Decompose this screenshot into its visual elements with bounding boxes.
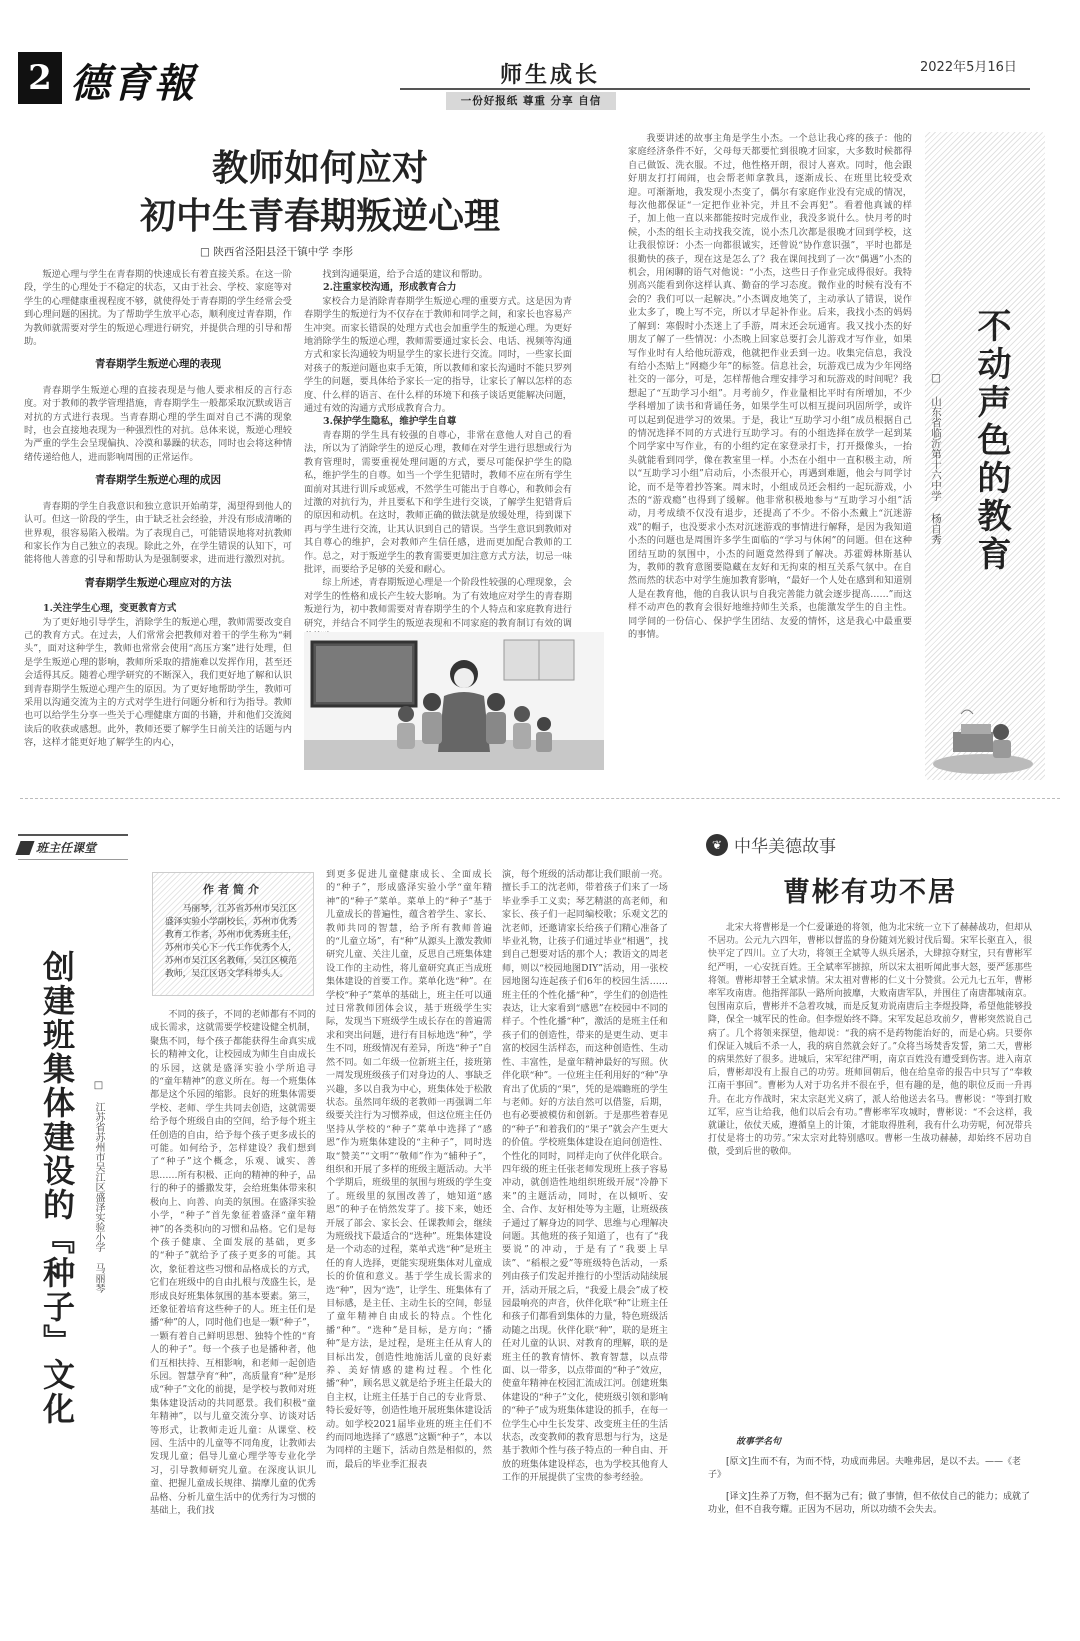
quote-translation: [译文]生养了万物，但不据为己有；做了事情，但不依仗自己的能力；成就了功业，但不自我夸耀。正因为不居功，所以功绩不会失去。 <box>708 1491 1031 1515</box>
paragraph: 演，每个班级的活动都让我们眼前一亮。擅长手工的沈老师，带着孩子们来了一场毕业季手工义卖；琴艺精湛的高老师，和家长、孩子们一起同编校歌；乐观文艺的沈老师，还邀请家长给孩子们精心准备了毕业礼物，让孩子们通过毕业“相遇”，找到自己想要对话的那个人；教语文的周老师，则以“校园地图DIY”活动，用一张校园地图勾连起孩子们6年的校园生活……班主任的个性化播“种”，学生们的创造性表达，让大家看到“感恩”在校园中不同的样子。个性化播“种”，激活的是班主任和孩子们的创造性，带来的是更生动、更丰富的校园生活样态，而这种创造性、生动性、丰富性，是童年精神最好的写照。伙伴化联“种”。一位班主任利用好的“种”孕育出了优质的“果”，凭的是端瞻班的学生与老师。好的方法自然可以借鉴，后期，也有必要被模仿和创新。于是那些着春见的“种子”和着我们的“果子”就会产生更大的价值。学校班集体建设在追问创造性、个性化的同时，同样走向了伙伴化联合。四年级的班主任张老师发现班上孩子容易冲动，就创造性地组织班级开展“冷静下来”的主题活动，同时，在以倾听、安全、合作、友好相处等为主题，让班级孩子通过了解身边的同学、思维与心理解决问题。其他班的孩子知道了，也有了“我要说”的冲动，于是有了“我要上早读”、“稻根之爱”等班级特色活动，一系列由孩子们发起并推行的小型活动陆续展开，活动开展之后，“我爱上晨会”成了校园最响亮的声音，伙伴化联“种”让班主任和孩子们都看到集体的力量，特色班级活动随之出现。伙伴化联“种”，联的是班主任对儿童的认识、对教育的理解，联的是班主任的教育情怀、教育智慧，以点带面、以一带多，以点带面的“种子”效应，使童年精神在校园汇流成江河。创建班集体建设的“种子”文化，使班级引领和影响的“种子”成为班集体建设的抓手，在每一位学生心中生长发芽、改变班主任的生活状态，改变教师的教育思想与行为，这是基于教师个性与孩子特点的一种自由、开放的班集体建设样态，也为学校其他育人工作的开展提供了宝贵的参考经验。 <box>502 869 668 1484</box>
paragraph: 青春期的学生自我意识和独立意识开始萌芽，渴望得到他人的认可。但这一阶段的学生，由于缺乏社会经验，并没有形成清晰的世界观，很容易陷入极端。为了表现自己，可能错误地将对抗教师和家长作为自己独立的表现。除此之外，在学生错误的认知下，可能将他人善意的引导和帮助认为是强制要求，进而进行激烈对抗。 <box>24 500 292 566</box>
paragraph: 到更多促进儿童健康成长、全面成长的“种子”，形成盛泽实验小学“童年精神”的“种子”菜单。菜单上的“种子”基于儿童成长的普遍性，蕴含着学生、家长、教师共同的智慧，给予所有教师普遍的“儿童立场”，有“种”从源头上激发教师研究儿童、关注儿童，反思自己班集体建设工作的主动性，将儿童研究真正当成班集体建设的首要工作。菜单化选“种”。在学校“种子”菜单的基础上，班主任可以通过日常教师团体会议，基于班级学生实际，发现当下班级学生成长存在的普遍需求和突出问题，进行有目标地选“种”，学生不同，班级情况有差异，所选“种子”自然不同。如二年级一位新班主任，接班第一周发现班级孩子们对身边的人、事缺乏兴趣，多以自我为中心，班集体处于松散状态。虽然同年级的老教师一再强调二年级要关注行为习惯养成，但这位班主任仍坚持从学校的“种子”菜单中选择了“感恩”作为班集体建设的“主种子”，同时选取“赞美”“文明”“敬师”作为“辅种子”，组织和开展了多样的班级主题活动。大半个学期后，班级里的氛围与班级的学生变了。班级里的氛围改善了，她知道“感恩”的种子在悄然发芽了。接下来，她还开展了部会、家长会、任课教师会，继续为班级找下最适合的“选种”。班集体建设是一个动态的过程，菜单式选“种”是班主任的育人选择，更能实现班集体对儿童成长的价值和意义。基于学生成长需求的选“种”，因为“选”，让学生、班集体有了目标感，是主任、主动生长的空间，彰显了童年精神自由成长的特点。个性化播“种”。“选种”是目标，是方向；“播种”是方法，是过程，是班主任从育人的目标出发，创造性地施活儿童的良好素养、美好情感的建构过程。个性化播“种”，顾名思义就是给予班主任最大的自主权，让班主任基于自己的专业背景、特长爱好等，创造性地开展班集体建设活动。如学校2021届毕业班的班主任们不约而同地选择了“感恩”这颗“种子”，本以为同样的主题下，活动自然是相似的，然而，最后的毕业季汇报表 <box>326 869 492 1470</box>
paragraph: 我要讲述的故事主角是学生小杰。一个总让我心疼的孩子：他的家庭经济条件不好，父母每天都要忙到很晚才回家，大多数时候都得自己做饭、洗衣服。不过，他性格开朗，很讨人喜欢。同时，他会跟好朋友打打闹闹，也会帮老师拿教具，逐渐成长、在班里比较受欢迎。可渐渐地，我发现小杰变了，偶尔有家庭作业没有完成的情况，每次他都保证“一定把作业补完，并且不会再犯”。看着他真诚的样子，加上他一直以来都能按时完成作业，我没多说什么。快月考的时候，小杰的组长主动找我交流，说小杰几次都是很晚才回到学校，这让我很惊讶：小杰一向都很诚实，还曾说“协作意识强”，平时也都是很勤快的孩子，现在这是怎么了？我在课间找到了一次“偶遇”小杰的机会，用闲聊的语气对他说：“小杰，这些日子作业完成得很好。我特别高兴能看到你这样认真、勤奋的学习态度。微作业的时候有没有不会的？我们可以一起解决。”小杰调皮地笑了，主动承认了错误，说作业太多了，晚上写不完，所以才早起补作业。后来，我找小杰的妈妈了解到：寒假时小杰迷上了手游，周末还会玩通宵。我又找小杰的好朋友了解了一些情况：小杰晚上回家总要打会儿游戏才写作业，如果写作业时有人给他玩游戏，他就把作业丢到一边。收集完信息，我没有给小杰贴上“网瘾少年”的标签。信息社会，玩游戏已成为少年网络社交的一部分，可是，怎样帮他合理安排学习和玩游戏的时间呢？我想起了“互助学习小组”。月考前夕，作业量相比平时有所增加，不少学科增加了读书和背诵任务，如果学生可以相互提问巩固所学，或许可以起到促进学习的效果。于是，我让“互助学习小组”成员根据自己的情况选择不同的方式进行互助学习。有的小组选择在放学一起到某个同学家中写作业，有的小组约定在家登录打卡，打开摄像头，一抬头就能看到同学，像在教室里一样。小杰在小组中一直积极主动，所以“互助学习小组”启动后，小杰很开心，再遇到难题，他会与同学讨论，而不是等着抄答案。周末时，小组成员还会相约一起玩游戏，小杰的“游戏瘾”也得到了缓解。他非常积极地参与“互助学习小组”活动，月考成绩不仅没有退步，还提高了不少。不俗小杰戴上“沉迷游戏”的帽子，也没要求小杰对沉迷游戏的事情进行解释，是因为我知道小杰的问题也是周围许多学生面临的“学习与休闲”的问题。但在这种团结互助的氛围中，小杰的问题竟然得到了解决。苏霍姆林斯基认为，教师的教育意图要隐藏在友好和无拘束的相互关系气氛中。在自然而然的状态中对学生施加教育影响，“最好一个人处在感到和知道别人是在教育他，他的自我认识与自我完善能力就会逐步提高……”而这样不动声色的教育会很好地维持师生关系，也能激发学生的自主性。同学间的一份信心、保护学生团结、友爱的情怀，这是我心中最重要的事情。 <box>628 133 912 641</box>
paragraph: 青春期的学生具有较强的自尊心，非常在意他人对自己的看法，所以为了消除学生的逆反心理，教师在对学生进行思想或行为教育管理时，需要重视处理问题的方式，要尽可能保护学生的隐私，维护学生的自尊。如当一个学生犯错时，教师不应在所有学生面前对其进行训斥或惩戒，不然学生可能出于自尊心，和教师会有过激的对抗行为，并且要私下和学生进行交谈，了解学生犯错背后的原因和动机。在这时，教师正确的做法就是放缓处理，待到课下再与学生进行交流，让其认识到自己的错误。当学生意识到教师对其自尊心的维护，会对教师产生信任感，进而更加配合教师的工作。总之，对于叛逆学生的教育需要更加注意方式方法，切忌一味批评，而要给予足够的关爱和耐心。 <box>304 429 572 575</box>
famous-quote-box <box>708 1432 1032 1602</box>
paragraph: 北宋大将曹彬是一个仁爱谦逊的将领，他为北宋统一立下了赫赫战功，但却从不居功。公元九六四年，曹彬以督监的身份随刘光毅讨伐后蜀。宋军长驱直入，很快平定了四川。立了大功，将领王全斌等人纵兵屠杀，大肆掠夺财宝，只有曹彬军纪严明，一心安抚百姓。王全斌率军掳掠，所以宋太祖听闻此事大怒，要严惩那些将领。曹彬却替王全斌求情。宋太祖对曹彬的仁义十分赞赏。公元九七五年，曹彬率军攻南唐。他指挥部队一路所向披靡，大败南唐军队，并围住了南唐都城南京。包围南京后，曹彬并不急着攻城，而是反复劝说南唐后主李煜投降，希望他能够投降，保全一城军民的性命。但李煜始终不降。宋军发起总攻前夕，曹彬突然说自己病了。几个将领来探望，他却说：“我的病不是药物能治好的，而是心病。只要你们保证入城后不杀一人，我的病自然就会好了。”众将当场焚香发誓，第二天，曹彬的病果然好了很多。进城后，宋军纪律严明，南京百姓没有遭受到伤害。进入南京后，曹彬却没有上报自己的功劳。班师回朝后，他在给皇帝的报告中只写了“奉敕江南干事回”。曹彬为人对于功名并不很在乎，但有趣的是，他的职位反而一升再升。在北方作战时，宋太宗赵光义病了，派人给他送去名马。曹彬说：“等到打败辽军，应当让给我，他们以后会有功。”曹彬率军攻城时，曹彬说：“不会这样，我就谦让，依仗天威，遵循皇上的计策，才能取得胜利，我有什么功劳呢，何况带兵打仗是将士的功劳。”宋太宗对此特别感叹。曹彬一生战功赫赫，却始终不居功自傲，受到后世的敬仰。 <box>708 923 1032 1158</box>
classroom-illustration <box>304 632 604 770</box>
paragraph: 为了更好地引导学生，消除学生的叛逆心理，教师需要改变自己的教育方式。在过去，人们常常会把教师对着干的学生称为“刺头”，面对这种学生，教师也常常会使用“高压方案”进行处理，但是学生叛逆心理的影响，教师所采取的措施难以发挥作用，甚至还会适得其反。随着心理学研究的不断深入，我们更好地了解和认识到青春期学生叛逆心理产生的原因。为了更好地帮助学生，教师可采用以沟通交流为主的方式对学生进行问题分析和行为指导。教师也可以给学生分享一些关于心理健康方面的书籍，并和他们交流阅读后的收获或感想。此外，教师还要了解学生日前关注的话题与内容，这样才能更好地了解学生的内心， <box>24 616 292 749</box>
article1-title-line1: 教师如何应对 <box>211 148 428 189</box>
article2-title: 不动声色的教育 <box>971 308 1011 574</box>
article4-column-tag <box>706 832 836 857</box>
article4-body <box>708 922 1032 1426</box>
byline-text: 江苏省苏州市吴江区盛泽实验小学 马丽琴 <box>93 1102 104 1293</box>
paragraph: 叛逆心理与学生在青春期的快速成长有着直接关系。在这一阶段，学生的心理处于不稳定的状态，又由于社会、学校、家庭等对学生的心理健康重视程度不够，就使得处于青春期的学生经常会受到心理问题的困扰。为了帮助学生放平心态，顺利度过青春期，作为教师就需要对学生的叛逆心理进行研究，并提供合理的引导和帮助。 <box>24 269 292 348</box>
author-box <box>152 872 314 996</box>
column-name: 中华美德故事 <box>734 837 836 857</box>
article3-col2 <box>326 868 492 1606</box>
leaf-logo-icon: ❦ <box>706 834 728 856</box>
header-rule <box>400 88 1030 90</box>
article2-body <box>628 132 912 780</box>
article4-title: 曹彬有功不居 <box>783 877 957 908</box>
newspaper-brand: 德育報 <box>70 60 196 107</box>
page-number: 2 <box>18 52 62 104</box>
paragraph: 找到沟通渠道，给予合适的建议和帮助。 <box>322 269 488 280</box>
section-divider <box>20 798 1060 799</box>
article2-title-panel <box>925 132 1045 780</box>
article1-title <box>60 145 580 241</box>
article3-title: 创建班集体建设的『种子』文化 <box>38 950 76 1426</box>
byline-square-icon: □ <box>200 246 214 258</box>
article3-col1 <box>150 1008 316 1606</box>
article1-byline <box>200 244 500 259</box>
quote-original: [原文]生而不有，为而不恃，功成而弗居。夫唯弗居，是以不去。——《老子》 <box>708 1456 1022 1480</box>
slogan: 一份好报纸 尊重 分享 自信 <box>446 92 616 110</box>
paragraph: 家校合力是消除青春期学生叛逆心理的重要方式。这是因为青春期学生的叛逆行为不仅存在于教师和同学之间，和家长也容易产生冲突。而家长错误的处理方式也会加重学生的叛逆心理。为更好地消除学生的叛逆心理，教师需要通过家长会、电话、视频等沟通方式和家长沟通较为明显学生的家长进行交流。同时，一些家长面对孩子的叛逆问题也束手无策，所以教师和家长沟通时不能只罗列学生的问题，要具体给予家长一定的指导，让家长了解以怎样的态度、什么样的语言、在什么样的环境下和孩子谈话更能解决问题，通过有效的沟通方式形成教育合力。 <box>304 295 572 415</box>
subheading: 青春期学生叛逆心理的表现 <box>95 358 221 371</box>
article3-col3 <box>502 868 668 1606</box>
article3-byline <box>92 1080 105 1293</box>
numbered-heading: 1.关注学生心理，变更教育方式 <box>43 603 177 615</box>
paragraph: 综上所述，青春期叛逆心理是一个阶段性较强的心理现象，会对学生的性格和成长产生较大影响。为了有效地应对学生的青春期叛逆行为，初中教师需要对青春期学生的个人特点和家庭教育进行研究，并结合不同学生的叛逆表现和不同家庭的教育制订有效的调 <box>304 577 572 629</box>
byline-square-icon: □ <box>93 1080 104 1102</box>
subheading: 青春期学生叛逆心理应对的方法 <box>84 576 232 589</box>
book-reading-illustration <box>931 702 1035 774</box>
column-name: 班主任课堂 <box>36 841 97 855</box>
paragraph: 不同的孩子，不同的老师都有不同的成长需求，这就需要学校建设健全机制，聚焦不同，每个孩子都能获得生命真实成长的精神文化，让校园成为师生自由成长的乐园，这就是盛泽实验小学所追寻的“童年精神”的意义所在。每一个班集体都是这个乐园的缩影。良好的班集体需要学校、老师、学生共同去创造，这就需要给予每个班级自由的空间，给予每个班主任创造的自由，给予每个孩子更多成长的可能。如何给予，怎样建设？我们想到了“种子”这个概念，乐观、诚实、善思……所有积极、正向的精神的种子，品行的种子的播撒发芽，会给班集体带来积极向上、向善、向美的氛围。在盛泽实验小学，“种子”首先象征着盛泽“童年精神”的各类积向的习惯和品格。它们是每个孩子健康、全面发展的基础，更多的“种子”就给予了孩子更多的可能。其次，象征着这些习惯和品格成长的方式，它们在班级中的自由扎根与茂盛生长，是形成良好班集体氛围的基本要素。第三，还象征着培育这些种子的人。班主任们是播“种”的人，同时他们也是一颗“种子”，一颗有着自己鲜明思想、独特个性的“育人的种子”。每一个孩子也是播种者，他们互相扶持、互相影响，和老师一起创造乐园。智慧孕育“种”，高质量育“种”是形成“种子”文化的前提，是学校与教师对班集体建设活动的共同愿景。我们积极“童年精神”，以与儿童交流分享、访谈对话等形式，让教师走近儿童：从课堂、校园、生活中的儿童等不同角度，让教师去发现儿童；倡导儿童心理学等专业化学习，引导教师研究儿童。在深度认识儿童、把握儿童成长规律、揣摩儿童的优秀品格、分析儿童生活中的优秀行为习惯的基础上，我们找 <box>150 1009 316 1517</box>
article1-col1 <box>24 268 292 768</box>
issue-date: 2022年5月16日 <box>920 60 1017 75</box>
byline-text: 山东省临沂第十六中学 杨自秀 <box>930 396 942 545</box>
article1-title-line2: 初中生青春期叛逆心理 <box>139 196 500 237</box>
article3-column-tag <box>18 834 128 860</box>
author-box-text: 马丽琴，江苏省苏州市吴江区盛泽实验小学副校长，苏州市优秀教育工作者，苏州市优秀班主任，苏州市关心下一代工作优秀个人，苏州市吴江区名教师，吴江区模范教师，吴江区语文学科带头人。 <box>165 904 297 979</box>
numbered-heading: 3.保护学生隐私，维护学生自尊 <box>323 416 457 428</box>
article2-byline <box>929 372 943 545</box>
section-title: 师生成长 <box>500 63 601 88</box>
byline-square-icon: □ <box>930 372 942 396</box>
author-box-title: 作者简介 <box>203 883 263 896</box>
quote-label: 故事学名句 <box>736 1437 782 1447</box>
pencil-icon <box>15 841 34 855</box>
subheading: 青春期学生叛逆心理的成因 <box>95 474 221 487</box>
article1-col2 <box>304 268 572 629</box>
paragraph: 青春期学生叛逆心理的直接表现是与他人要求相反的言行态度。对于教师的教学管理措施，青春期学生一般都采取沉默或语言对抗的方式进行表现。当青春期心理的学生面对自己不满的现象时，也会直接地表现为一种强烈性的对抗。总体来说，叛逆心理较为严重的学生会呈现偏执、冷漠和暴躁的状态，同时也会将这种情绪传递给他人，进而影响周围的正常运作。 <box>24 384 292 463</box>
byline-text: 陕西省泾阳县泾干镇中学 李彤 <box>213 246 354 258</box>
numbered-heading: 2.注重家校沟通，形成教育合力 <box>323 282 457 294</box>
